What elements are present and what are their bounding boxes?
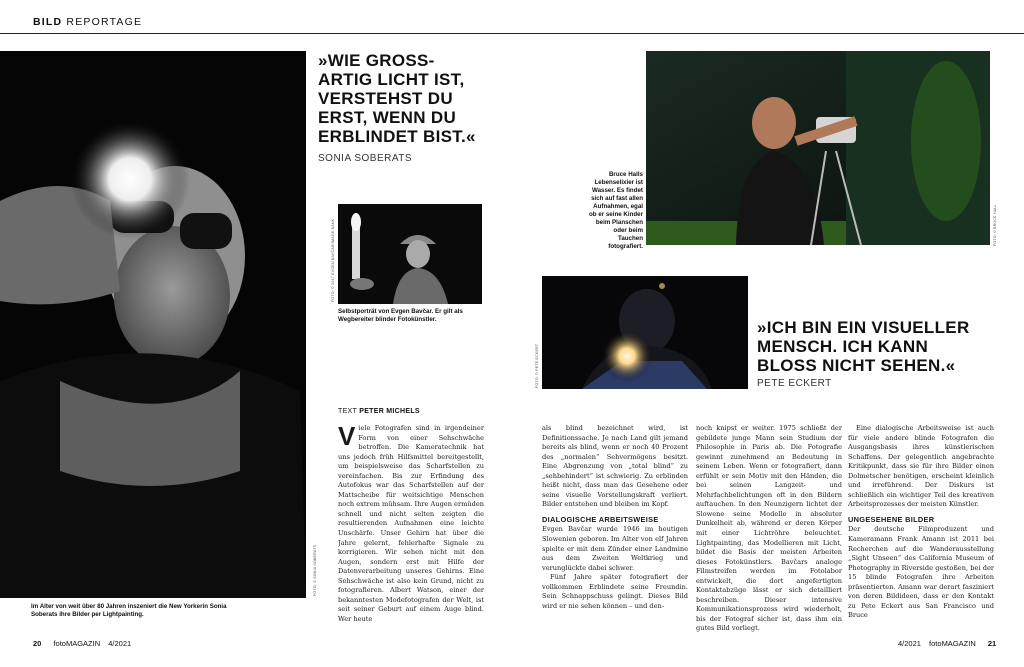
mag-name-right	[929, 639, 976, 648]
mag-name-right-a: foto	[929, 639, 942, 648]
pete-photo-credit: FOTO: © PETE ECKERT	[535, 343, 539, 388]
dropcap: V	[338, 424, 356, 451]
bavcar-photo-credit: FOTO: © 2017 EVGEN BAVČAR/IMAGE BANK	[331, 218, 335, 302]
body-col3-text: noch knipst er weiter. 1975 schließt der gebildete junge Mann sein Studium der Philosophie in Paris ab. Die Fotografie gewinnt zunehmend an Bedeutung in seinem Leben. Wenn er fotografiert, dann erfühlt er sein Motiv mit den Händen, die bei seinen Langzeit- und Mehrfachbelichtungen oft in den Bildern auftauchen. In den Neunzigern lichtet der Slowene seine Modelle in absoluter Dunkelheit ab, während er deren Körper mit einer Lichtröhre beleuchtet. Lightpainting, das Modellieren mit Licht, bildet die Basis der meisten Arbeiten dieses Fotokünstlers. Bavčars analoge Filmstreifen werden im Fotolabor entwickelt, die dort angefertigten Kontaktabzüge lässt er sich detailliert beschreiben. Dieser intensive Kommunikationsprozess wird wiederholt, bis der Fotograf sicher ist, dass ihm ein gutes Bild vorliegt.	[696, 424, 842, 633]
bruce-hall-photo	[646, 51, 990, 245]
body-column-2	[542, 424, 688, 634]
body-column-4	[848, 424, 994, 634]
subhead-dialogische: DIALOGISCHE ARBEITSWEISE	[542, 514, 659, 524]
byline-label: TEXT	[338, 408, 357, 415]
body-column-3	[696, 424, 842, 634]
body-col4-para2: Der deutsche Filmproduzent und Kameramann Frank Amann ist 2011 bei Recherchen auf die Wanderausstellung „Sight Unseen“ des California Museum of Photography in Riverside gestoßen, bei der 15 blinde Fotografen ihre Arbeiten präsentierten. Amann war derart fasziniert von deren Bildideen, dass er den Kontakt zu Pete Eckert aus San Francisco und Bruce	[848, 525, 994, 620]
bruce-photo-credit: FOTO: © BRUCE HALL	[993, 204, 997, 246]
main-photo-credit: FOTO: © SONIA SOBERATS	[313, 544, 317, 596]
main-portrait-photo	[0, 51, 306, 598]
section-header-light: REPORTAGE	[66, 16, 143, 28]
body-col2-para1: als blind bezeichnet wird, ist Definitionssache. Je nach Land gilt jemand bereits als blind, wenn er noch 40 Prozent des „normalen“ Sehvermögens besitzt. Eine Abgrenzung von „total blind“ zu „sehbehindert“ ist schwierig. Zu erblinden heißt nicht, dass man das Gesehene oder seine visuelle Vorstellungskraft verliert. Bilder entstehen und bleiben im Kopf.	[542, 424, 688, 509]
quote-sonia: »WIE GROSS-ARTIG LICHT IST, VERSTEHST DU ERST, WENN DU ERBLINDET BIST.«	[318, 51, 476, 146]
issue-right: 4/2021	[898, 639, 921, 648]
page-number-left: 20	[33, 639, 42, 648]
mag-name-right-b: MAGAZIN	[941, 639, 976, 648]
pete-eckert-photo	[542, 276, 748, 389]
body-col1-text: iele Fotografen sind in irgendeiner Form von einer Sehschwäche betroffen. Die Kameratechnik hat uns jedoch früh Hilfsmittel bereitgestellt, um beispielsweise das Scharfstellen zu vereinfachen. Bis zur Erfindung des Autofokus war das Scharfstellen auf der Mattscheibe für weitsichtige Menschen noch extrem mühsam. Ihre Augen ermüden schnell und nicht selten zeigten die resultierenden Aufnahmen eine leichte Unschärfe. Unser Gehirn hat über die Jahre gelernt, fehlerhafte Signale zu korrigieren. Wir sehen nicht mit den Augen, sondern erst mit Hilfe der Datenverarbeitung unseres Gehirns. Eine Sehschwäche ist also kein Grund, nicht zu fotografieren. Albert Watson, einer der bekanntesten Modefotografen der Welt, ist seit seiner Geburt auf einem Auge blind. Wer heute	[338, 424, 484, 623]
bavcar-photo	[338, 204, 482, 304]
section-header	[33, 16, 142, 28]
main-photo-caption: Im Alter von weit über 80 Jahren inszeniert die New Yorkerin Sonia Soberats ihre Bilder per Lightpainting.	[31, 603, 227, 618]
subhead-ungesehene: UNGESEHENE BILDER	[848, 514, 935, 524]
folio-right	[898, 639, 996, 648]
quote-pete-author: PETE ECKERT	[757, 378, 832, 389]
quote-sonia-author: SONIA SOBERATS	[318, 153, 413, 164]
issue-left: 4/2021	[108, 639, 132, 648]
section-header-bold: BILD	[33, 16, 63, 28]
body-col2-para3: Fünf Jahre später fotografiert der vollkommen Erblindete seine Freundin. Sein Schnappschuss gelingt. Dieses Bild wird er nie sehen können – und den-	[542, 573, 688, 610]
byline	[338, 408, 420, 415]
folio-left	[33, 639, 131, 648]
body-col4-para1: Eine dialogische Arbeitsweise ist auch für viele andere blinde Fotografen die Ausgangsbasis ihres künstlerischen Schaffens. Der gelegentlich angebrachte Kritikpunkt, dass sie für ihre Bilder einen Dolmetscher benötigen, erscheint kleinlich und irreführend. Der Diskurs ist schließlich ein wichtiger Teil des kreativen Arbeitsprozesses der meisten Künstler.	[848, 424, 994, 509]
body-col2-para2: Evgen Bavčar wurde 1946 im heutigen Slowenien geboren. Im Alter von elf Jahren spielte er mit dem Zünder einer Landmine aus dem Zweiten Weltkrieg und verunglückte dabei schwer.	[542, 525, 688, 572]
header-rule	[0, 33, 1024, 34]
byline-name: PETER MICHELS	[359, 408, 420, 415]
mag-name-left-b: MAGAZIN	[65, 639, 101, 648]
quote-pete: »ICH BIN EIN VISUELLER MENSCH. ICH KANN BLOSS NICHT SEHEN.«	[757, 318, 970, 375]
mag-name-left-a: foto	[53, 639, 66, 648]
bruce-caption: Bruce Halls Lebenselixier ist Wasser. Es findet sich auf fast allen Aufnahmen, egal ob er seine Kinder beim Planschen oder beim Tauchen fotografiert.	[589, 171, 643, 250]
page-number-right: 21	[987, 639, 997, 648]
mag-name-left	[53, 639, 100, 648]
bavcar-caption: Selbstporträt von Evgen Bavčar. Er gilt als Wegbereiter blinder Fotokünstler.	[338, 308, 463, 323]
body-column-1	[338, 424, 484, 634]
